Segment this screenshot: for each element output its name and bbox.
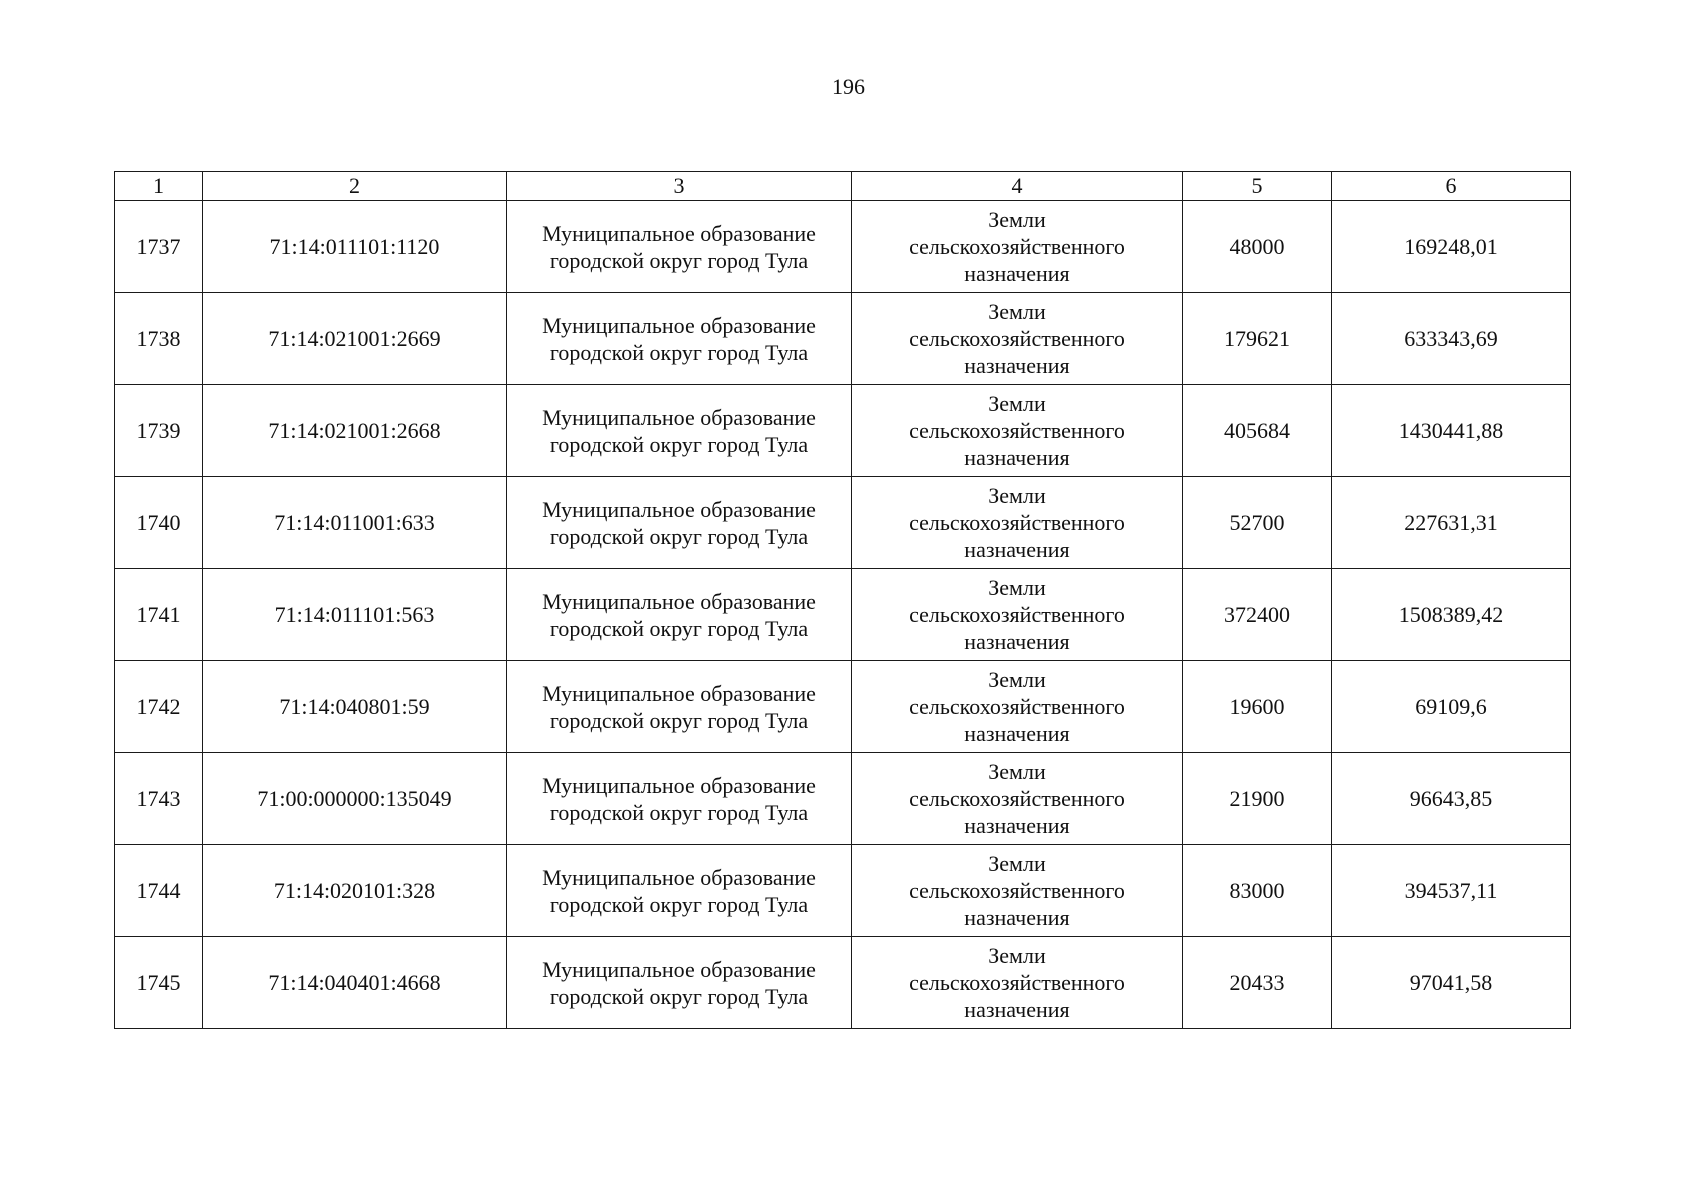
column-header-6: 6 (1332, 172, 1571, 201)
category-line: Земли (988, 667, 1046, 692)
cadastral-number-cell: 71:14:021001:2668 (203, 385, 507, 477)
column-header-3: 3 (507, 172, 852, 201)
value-cell: 69109,6 (1332, 661, 1571, 753)
column-header-2: 2 (203, 172, 507, 201)
table-row (115, 201, 1571, 293)
table-row (115, 385, 1571, 477)
cadastral-number-cell: 71:14:011001:633 (203, 477, 507, 569)
owner-cell (507, 845, 852, 937)
land-registry-table (114, 171, 1571, 1029)
category-line: сельскохозяйственного (909, 602, 1125, 627)
owner-cell (507, 293, 852, 385)
category-line: Земли (988, 483, 1046, 508)
row-number-cell: 1742 (115, 661, 203, 753)
land-category-cell (852, 293, 1183, 385)
category-line: сельскохозяйственного (909, 694, 1125, 719)
owner-line: городской округ город Тула (549, 707, 809, 733)
category-line: сельскохозяйственного (909, 878, 1125, 903)
owner-line: городской округ город Тула (549, 615, 809, 641)
land-category-cell (852, 201, 1183, 293)
column-header-1: 1 (115, 172, 203, 201)
category-line: Земли (988, 943, 1046, 968)
owner-cell (507, 477, 852, 569)
table-body (115, 201, 1571, 1029)
owner-line: Муниципальное образование (542, 588, 816, 614)
owner-line: Муниципальное образование (542, 312, 816, 338)
area-cell: 405684 (1183, 385, 1332, 477)
owner-line: Муниципальное образование (542, 864, 816, 890)
area-cell: 83000 (1183, 845, 1332, 937)
category-line: Земли (988, 575, 1046, 600)
row-number-cell: 1743 (115, 753, 203, 845)
cadastral-number-cell: 71:14:011101:1120 (203, 201, 507, 293)
land-category-cell (852, 661, 1183, 753)
table-row (115, 293, 1571, 385)
category-line: Земли (988, 851, 1046, 876)
category-line: Земли (988, 391, 1046, 416)
value-cell: 394537,11 (1332, 845, 1571, 937)
value-cell: 1430441,88 (1332, 385, 1571, 477)
category-line: назначения (964, 629, 1070, 654)
category-line: назначения (964, 261, 1070, 286)
owner-cell (507, 569, 852, 661)
value-cell: 96643,85 (1332, 753, 1571, 845)
page-number: 196 (832, 74, 865, 99)
area-cell: 19600 (1183, 661, 1332, 753)
category-line: назначения (964, 353, 1070, 378)
row-number-cell: 1739 (115, 385, 203, 477)
category-line: сельскохозяйственного (909, 326, 1125, 351)
category-line: сельскохозяйственного (909, 418, 1125, 443)
row-number-cell: 1740 (115, 477, 203, 569)
header-row (115, 172, 1571, 201)
table-row (115, 569, 1571, 661)
owner-line: Муниципальное образование (542, 404, 816, 430)
owner-line: городской округ город Тула (549, 983, 809, 1009)
owner-cell (507, 753, 852, 845)
value-cell: 227631,31 (1332, 477, 1571, 569)
owner-cell (507, 937, 852, 1029)
owner-line: городской округ город Тула (549, 799, 809, 825)
owner-cell (507, 661, 852, 753)
land-category-cell (852, 845, 1183, 937)
cadastral-number-cell: 71:14:020101:328 (203, 845, 507, 937)
category-line: Земли (988, 759, 1046, 784)
land-category-cell (852, 385, 1183, 477)
category-line: Земли (988, 207, 1046, 232)
owner-cell (507, 201, 852, 293)
category-line: сельскохозяйственного (909, 970, 1125, 995)
row-number-cell: 1737 (115, 201, 203, 293)
owner-line: Муниципальное образование (542, 680, 816, 706)
cadastral-number-cell: 71:14:040401:4668 (203, 937, 507, 1029)
area-cell: 48000 (1183, 201, 1332, 293)
row-number-cell: 1738 (115, 293, 203, 385)
category-line: назначения (964, 537, 1070, 562)
owner-cell (507, 385, 852, 477)
area-cell: 21900 (1183, 753, 1332, 845)
value-cell: 169248,01 (1332, 201, 1571, 293)
table-row (115, 753, 1571, 845)
owner-line: городской округ город Тула (549, 891, 809, 917)
owner-line: Муниципальное образование (542, 956, 816, 982)
category-line: назначения (964, 721, 1070, 746)
cadastral-number-cell: 71:14:021001:2669 (203, 293, 507, 385)
table-row (115, 477, 1571, 569)
row-number-cell: 1741 (115, 569, 203, 661)
owner-line: Муниципальное образование (542, 496, 816, 522)
category-line: Земли (988, 299, 1046, 324)
owner-line: Муниципальное образование (542, 220, 816, 246)
owner-line: городской округ город Тула (549, 339, 809, 365)
owner-line: городской округ город Тула (549, 247, 809, 273)
category-line: назначения (964, 997, 1070, 1022)
land-category-cell (852, 569, 1183, 661)
column-header-4: 4 (852, 172, 1183, 201)
table-row (115, 845, 1571, 937)
value-cell: 97041,58 (1332, 937, 1571, 1029)
table-row (115, 661, 1571, 753)
land-category-cell (852, 937, 1183, 1029)
category-line: назначения (964, 813, 1070, 838)
area-cell: 20433 (1183, 937, 1332, 1029)
area-cell: 372400 (1183, 569, 1332, 661)
value-cell: 633343,69 (1332, 293, 1571, 385)
land-category-cell (852, 753, 1183, 845)
row-number-cell: 1745 (115, 937, 203, 1029)
owner-line: городской округ город Тула (549, 431, 809, 457)
cadastral-number-cell: 71:00:000000:135049 (203, 753, 507, 845)
column-header-5: 5 (1183, 172, 1332, 201)
cadastral-number-cell: 71:14:011101:563 (203, 569, 507, 661)
table-header (115, 172, 1571, 201)
area-cell: 52700 (1183, 477, 1332, 569)
category-line: назначения (964, 905, 1070, 930)
area-cell: 179621 (1183, 293, 1332, 385)
owner-line: городской округ город Тула (549, 523, 809, 549)
category-line: сельскохозяйственного (909, 510, 1125, 535)
table-row (115, 937, 1571, 1029)
category-line: сельскохозяйственного (909, 234, 1125, 259)
category-line: назначения (964, 445, 1070, 470)
row-number-cell: 1744 (115, 845, 203, 937)
owner-line: Муниципальное образование (542, 772, 816, 798)
value-cell: 1508389,42 (1332, 569, 1571, 661)
category-line: сельскохозяйственного (909, 786, 1125, 811)
land-category-cell (852, 477, 1183, 569)
cadastral-number-cell: 71:14:040801:59 (203, 661, 507, 753)
